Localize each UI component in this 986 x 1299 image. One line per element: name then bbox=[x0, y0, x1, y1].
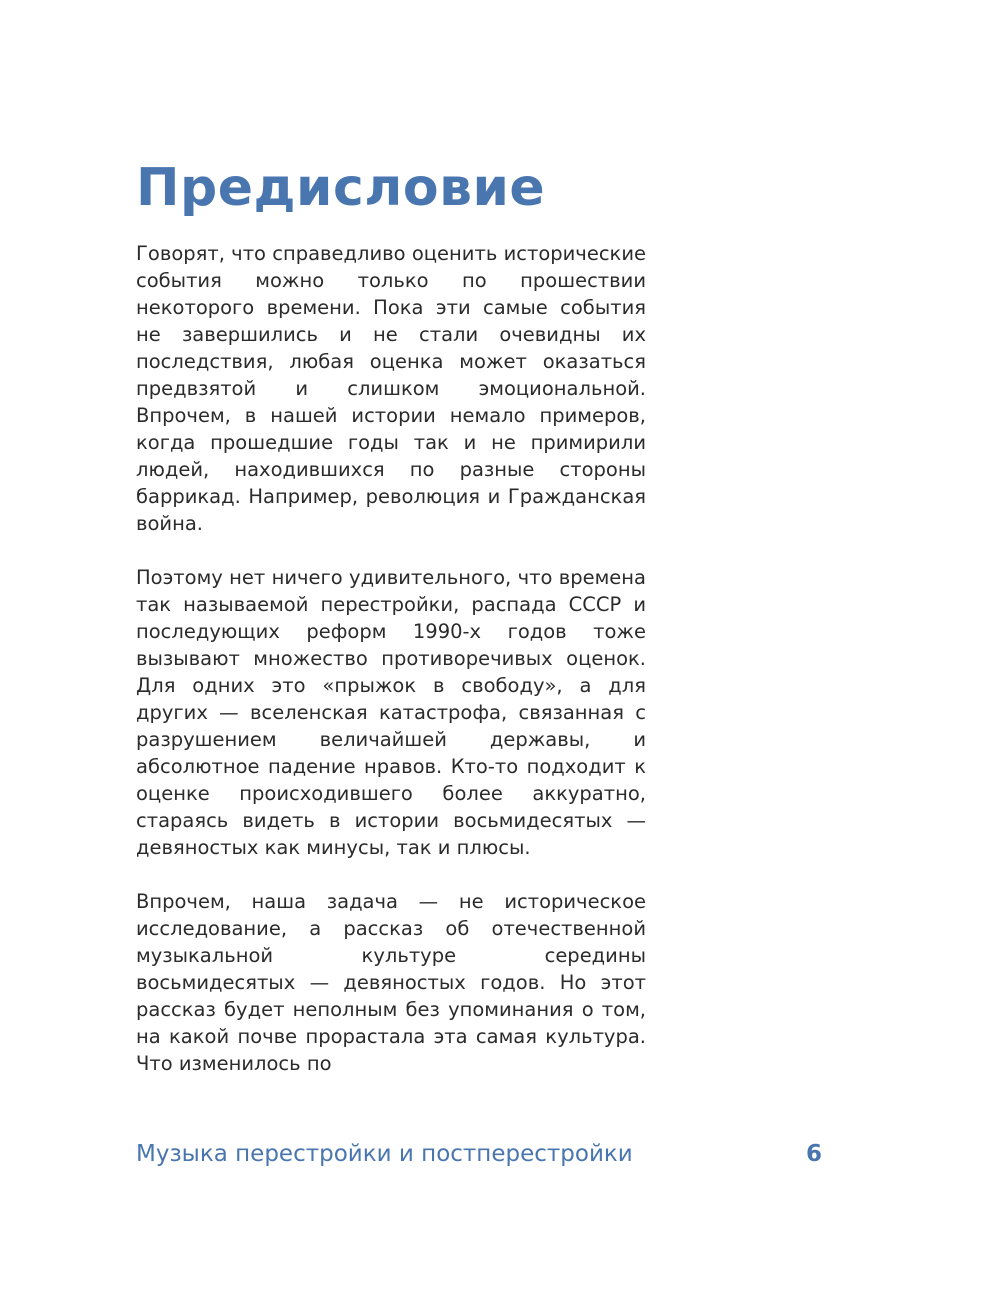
paragraph-2: Поэтому нет ничего удивительного, что времена так называемой перестройки, распада СССР и последующих реформ 1990-х годов тоже вызывают множество противоречивых оценок. Для одних это «прыжок в свободу», а для других — вселенская катастрофа, связанная с разрушением величайшей державы, и абсолютное падение нравов. Кто-то подходит к оценке происходившего более аккуратно, стараясь видеть в истории восьмидесятых — девяностых как минусы, так и плюсы. bbox=[136, 566, 646, 859]
body-text bbox=[136, 240, 646, 1104]
running-footer bbox=[136, 1136, 822, 1172]
paragraph-1: Говорят, что справедливо оценить исторические события можно только по прошествии некоторого времени. Пока эти самые события не завершились и не стали очевидны их последствия, любая оценка может оказаться предвзятой и слишком эмоциональной. Впрочем, в нашей истории немало примеров, когда прошедшие годы так и не примирили людей, находившихся по разные стороны баррикад. Например, революция и Гражданская война. bbox=[136, 242, 646, 535]
footer-book-title: Музыка перестройки и постперестройки bbox=[136, 1141, 633, 1167]
page-number: 6 bbox=[805, 1141, 822, 1167]
page-title: Предисловие bbox=[136, 158, 546, 218]
paragraph-3: Впрочем, наша задача — не историческое исследование, а рассказ об отечественной музыкальной культуре середины восьмидесятых — девяностых годов. Но этот рассказ будет неполным без упоминания о том, на какой почве прорастала эта самая культура. Что изменилось по bbox=[136, 890, 646, 1075]
